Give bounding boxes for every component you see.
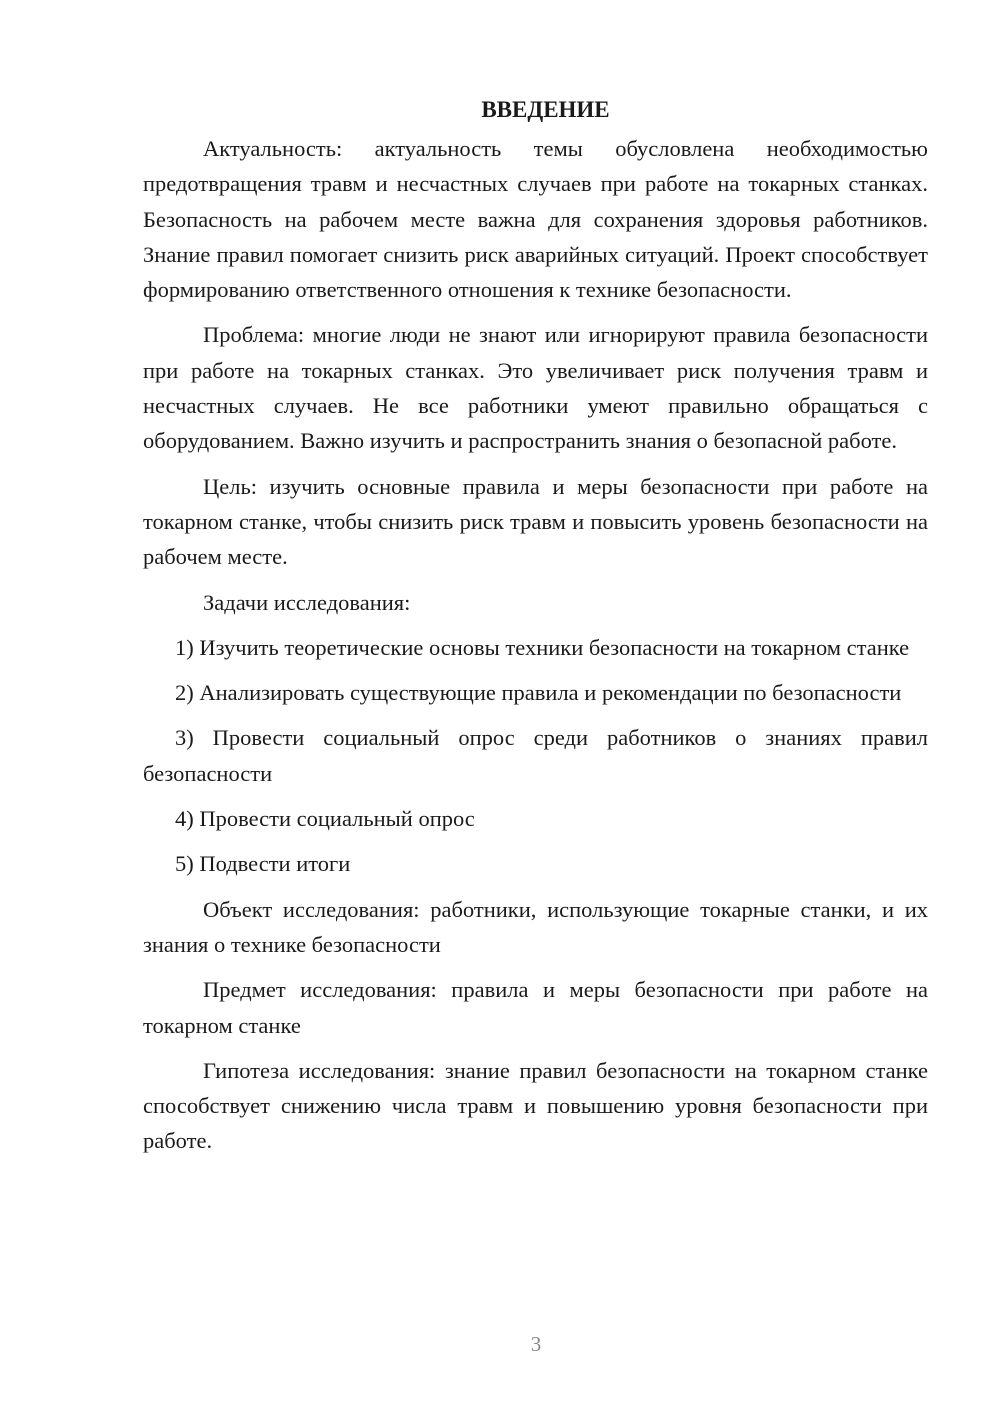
- paragraph-object: Объект исследования: работники, использующие токарные станки, и их знания о технике безопасности: [143, 896, 928, 957]
- tasks-title: Задачи исследования:: [203, 589, 411, 615]
- task-item-1: 1) Изучить теоретические основы техники безопасности на токарном станке: [175, 634, 910, 660]
- page-number: 3: [530, 1332, 542, 1356]
- document-page: [143, 92, 928, 1169]
- section-heading: ВВЕДЕНИЕ: [481, 97, 610, 122]
- paragraph-goal: Цель: изучить основные правила и меры безопасности при работе на токарном станке, чтобы снизить риск травм и повысить уровень безопасности на рабочем месте.: [143, 473, 928, 570]
- paragraph-problem: Проблема: многие люди не знают или игнорируют правила безопасности при работе на токарных станках. Это увеличивает риск получения травм и несчастных случаев. Не все работники умеют правильно обращаться с оборудованием. Важно изучить и распространить знания о безопасной работе.: [143, 322, 928, 454]
- task-item-3: 3) Провести социальный опрос среди работников о знаниях правил безопасности: [143, 725, 928, 786]
- paragraph-subject: Предмет исследования: правила и меры безопасности при работе на токарном станке: [143, 977, 928, 1038]
- task-item-4: 4) Провести социальный опрос: [175, 806, 475, 832]
- task-item-5: 5) Подвести итоги: [175, 851, 351, 877]
- paragraph-relevance: Актуальность: актуальность темы обусловлена необходимостью предотвращения травм и несчастных случаев при работе на токарных станках. Безопасность на рабочем месте важна для сохранения здоровья работников. Знание правил помогает снизить риск аварийных ситуаций. Проект способствует формированию ответственного отношения к технике безопасности.: [143, 136, 928, 303]
- task-item-2: 2) Анализировать существующие правила и рекомендации по безопасности: [175, 680, 902, 706]
- paragraph-hypothesis: Гипотеза исследования: знание правил безопасности на токарном станке способствует снижению числа травм и повышению уровня безопасности при работе.: [143, 1057, 928, 1154]
